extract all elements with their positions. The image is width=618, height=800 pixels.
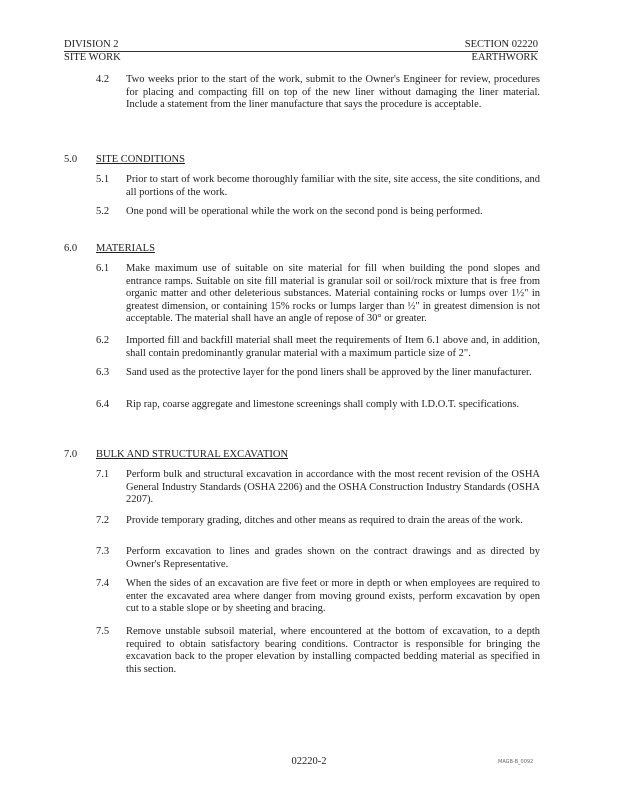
header-row-top [64,39,538,52]
spec-item [96,515,540,528]
page-number: 02220-2 [291,756,327,767]
item-text: Imported fill and backfill material shall meet the requirements of Item 6.1 above and, in addition, shall contain predominantly granular material with a maximum particle size of 2". [126,335,540,359]
item-number: 7.1 [96,469,110,480]
section-name: EARTHWORK [471,52,538,63]
item-number: 6.2 [96,335,110,346]
spec-item [96,626,540,676]
item-text: Prior to start of work become thoroughly familiar with the site, site access, the site conditions, and all portions of the work. [126,174,540,198]
spec-item [96,469,540,507]
item-number: 7.5 [96,626,110,637]
item-text: Provide temporary grading, ditches and other means as required to drain the areas of the work. [126,515,523,526]
item-number: 7.3 [96,546,110,557]
item-text: Remove unstable subsoil material, where encountered at the bottom of excavation, to a depth required to obtain satisfactory bearing conditions. Contractor is responsible for bringing the excavation back to the proper elevation by installing compacted bedding material as specified in this section. [126,626,540,675]
item-text: Two weeks prior to the start of the work, submit to the Owner's Engineer for review, procedures for placing and compacting fill on top of the new liner without damaging the liner material. Include a statement from the liner manufacture that says the procedure is acceptable. [126,74,540,111]
item-text: Make maximum use of suitable on site material for fill when building the pond slopes and entrance ramps. Suitable on site fill material is granular soil or soil/rock mixture that is free from organic matter and other deleterious substances. Material containing rocks or lumps over 1½" in greatest dimension, or containing 15% rocks or lumps larger than ½" in greatest dimension is not acceptable. The material shall have an angle of repose of 30° or greater. [126,263,540,325]
item-text: Perform bulk and structural excavation in accordance with the most recent revision of the OSHA General Industry Standards (OSHA 2206) and the OSHA Construction Industry Standards (OSHA 2207). [126,469,540,506]
item-number: 5.1 [96,174,110,185]
item-number: 7.2 [96,515,110,526]
item-text: Perform excavation to lines and grades shown on the contract drawings and as directed by Owner's Representative. [126,546,540,570]
document-stamp: MAGB-B_0092 [498,759,534,765]
item-text: When the sides of an excavation are five feet or more in depth or when employees are required to enter the excavated area where danger from moving ground exists, perform excavation by open cut to a stable slope or by sheeting and bracing. [126,578,540,615]
spec-item [96,74,540,112]
section-title: MATERIALS [96,243,155,254]
item-number: 6.4 [96,399,110,410]
spec-item [96,367,540,380]
item-number: 5.2 [96,206,110,217]
section-title: SITE CONDITIONS [96,154,185,165]
section-title: BULK AND STRUCTURAL EXCAVATION [96,449,289,460]
spec-item [96,206,540,219]
spec-item [96,335,540,360]
spec-item [96,263,540,326]
item-text: Sand used as the protective layer for the pond liners shall be approved by the liner manufacturer. [126,367,532,378]
item-number: 6.1 [96,263,110,274]
section-label: SECTION 02220 [464,39,538,50]
section-number: 6.0 [64,243,78,254]
spec-item [96,174,540,199]
item-number: 7.4 [96,578,110,589]
header-row-bottom [64,52,538,64]
item-text: Rip rap, coarse aggregate and limestone screenings shall comply with I.D.O.T. specifications. [126,399,520,410]
section-number: 5.0 [64,154,78,165]
spec-item [96,399,540,412]
item-text: One pond will be operational while the work on the second pond is being performed. [126,206,483,217]
item-number: 6.3 [96,367,110,378]
division-name: SITE WORK [64,52,121,63]
spec-item [96,578,540,616]
spec-item [96,546,540,571]
section-number: 7.0 [64,449,78,460]
division-label: DIVISION 2 [64,39,119,50]
item-number: 4.2 [96,74,110,85]
